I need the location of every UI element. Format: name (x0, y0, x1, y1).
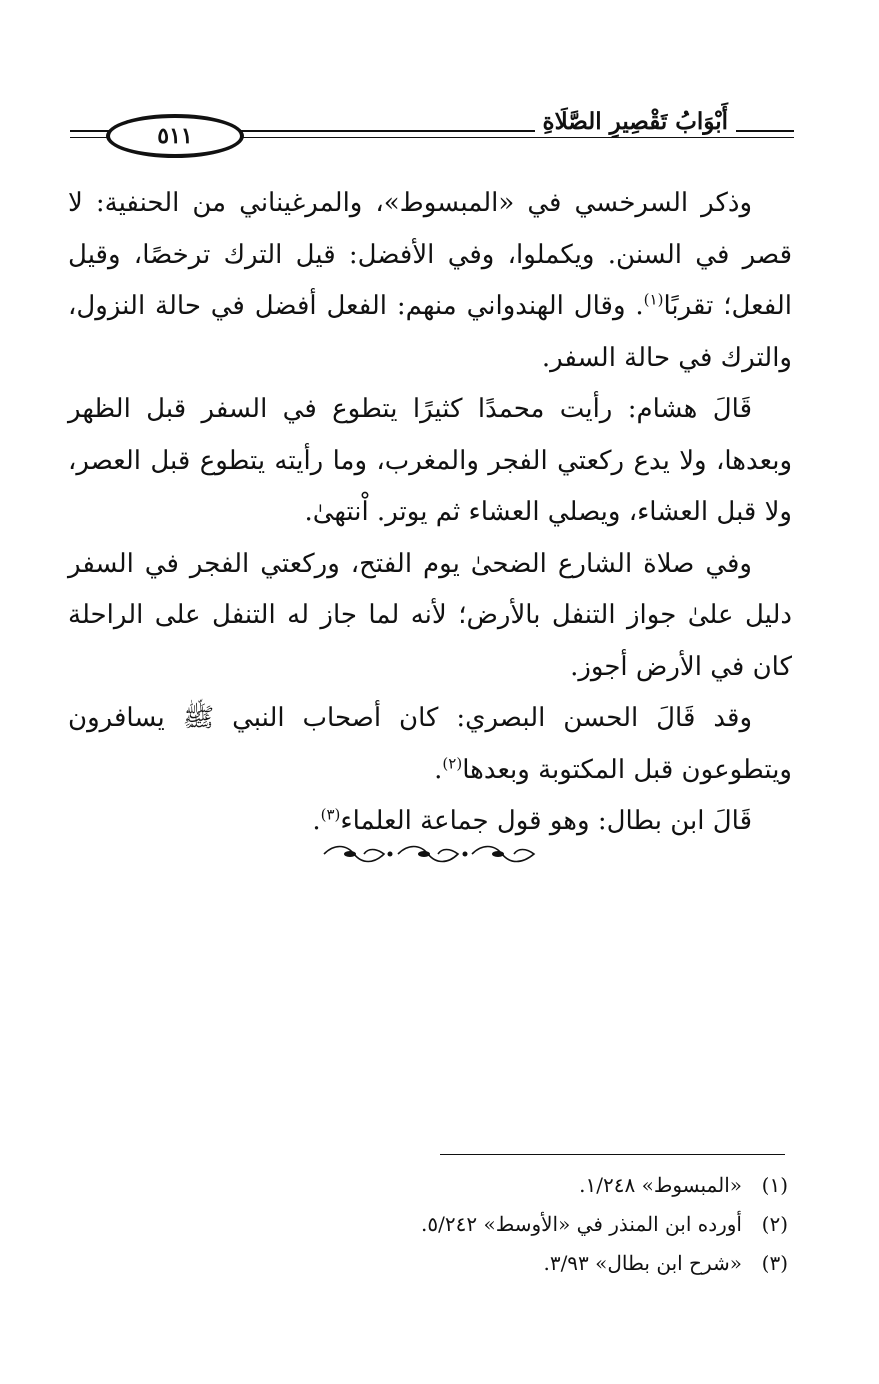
paragraph (68, 539, 792, 694)
footnote-ref: (١) (643, 290, 664, 309)
paragraph-text: وفي صلاة الشارع الضحىٰ يوم الفتح، وركعتي الفجر في السفر دليل علىٰ جواز التنفل بالأرض؛ لأنه لما جاز له التنفل على الراحلة كان في الأرض أجوز. (68, 548, 792, 682)
footnote-ref: (٣) (320, 805, 341, 824)
header-rule-left-thin (70, 137, 110, 138)
footnote (300, 1166, 788, 1205)
footnote-text: «المبسوط» ١/٢٤٨. (579, 1173, 742, 1197)
footnote (300, 1205, 788, 1244)
paragraph-text: قَالَ ابن بطال: وهو قول جماعة العلماء (340, 806, 752, 836)
footnote-number: (٣) (761, 1251, 788, 1275)
footnote-number: (٢) (761, 1212, 788, 1236)
page-number: ٥١١ (106, 114, 244, 158)
footnotes (300, 1166, 788, 1283)
paragraph-tail: . وقال الهندواني منهم: الفعل أفضل في حالة النزول، والترك في حالة السفر. (68, 291, 792, 373)
footnote-ref: (٢) (442, 753, 463, 772)
footnote-separator (440, 1154, 785, 1155)
footnote (300, 1244, 788, 1283)
paragraph-tail: . (434, 754, 443, 785)
paragraph-text: وذكر السرخسي في «المبسوط»، والمرغيناني من الحنفية: لا قصر في السنن. ويكملوا، وفي الأفضل: قيل الترك ترخصًا، وقيل الفعل؛ تقربًا (68, 188, 793, 321)
paragraph-text: وقد قَالَ الحسن البصري: كان أصحاب النبي ﷺ يسافرون ويتطوعون قبل المكتوبة وبعدها (68, 703, 792, 785)
section-ornament-icon (320, 842, 540, 866)
footnote-text: «شرح ابن بطال» ٣/٩٣. (543, 1251, 742, 1275)
header-rule-right-thin (240, 137, 794, 138)
paragraph-tail: . (312, 806, 321, 836)
paragraph (68, 178, 792, 384)
paragraph (68, 796, 792, 848)
footnote-number: (١) (761, 1173, 788, 1197)
header-rule-left (70, 130, 110, 132)
paragraph-text: قَالَ هشام: رأيت محمدًا كثيرًا يتطوع في السفر قبل الظهر وبعدها، ولا يدع ركعتي الفجر والمغرب، وما رأيته يتطوع قبل العصر، ولا قبل العشاء، ويصلي العشاء ثم يوتر. اْنتهىٰ. (68, 394, 792, 527)
footnote-text: أورده ابن المنذر في «الأوسط» ٥/٢٤٢. (421, 1212, 742, 1236)
page-header (70, 106, 794, 164)
paragraph (68, 384, 792, 539)
body-text (68, 178, 792, 848)
paragraph (68, 693, 792, 796)
running-title: أَبْوَابُ تَقْصِيرِ الصَّلَاةِ (535, 108, 736, 135)
